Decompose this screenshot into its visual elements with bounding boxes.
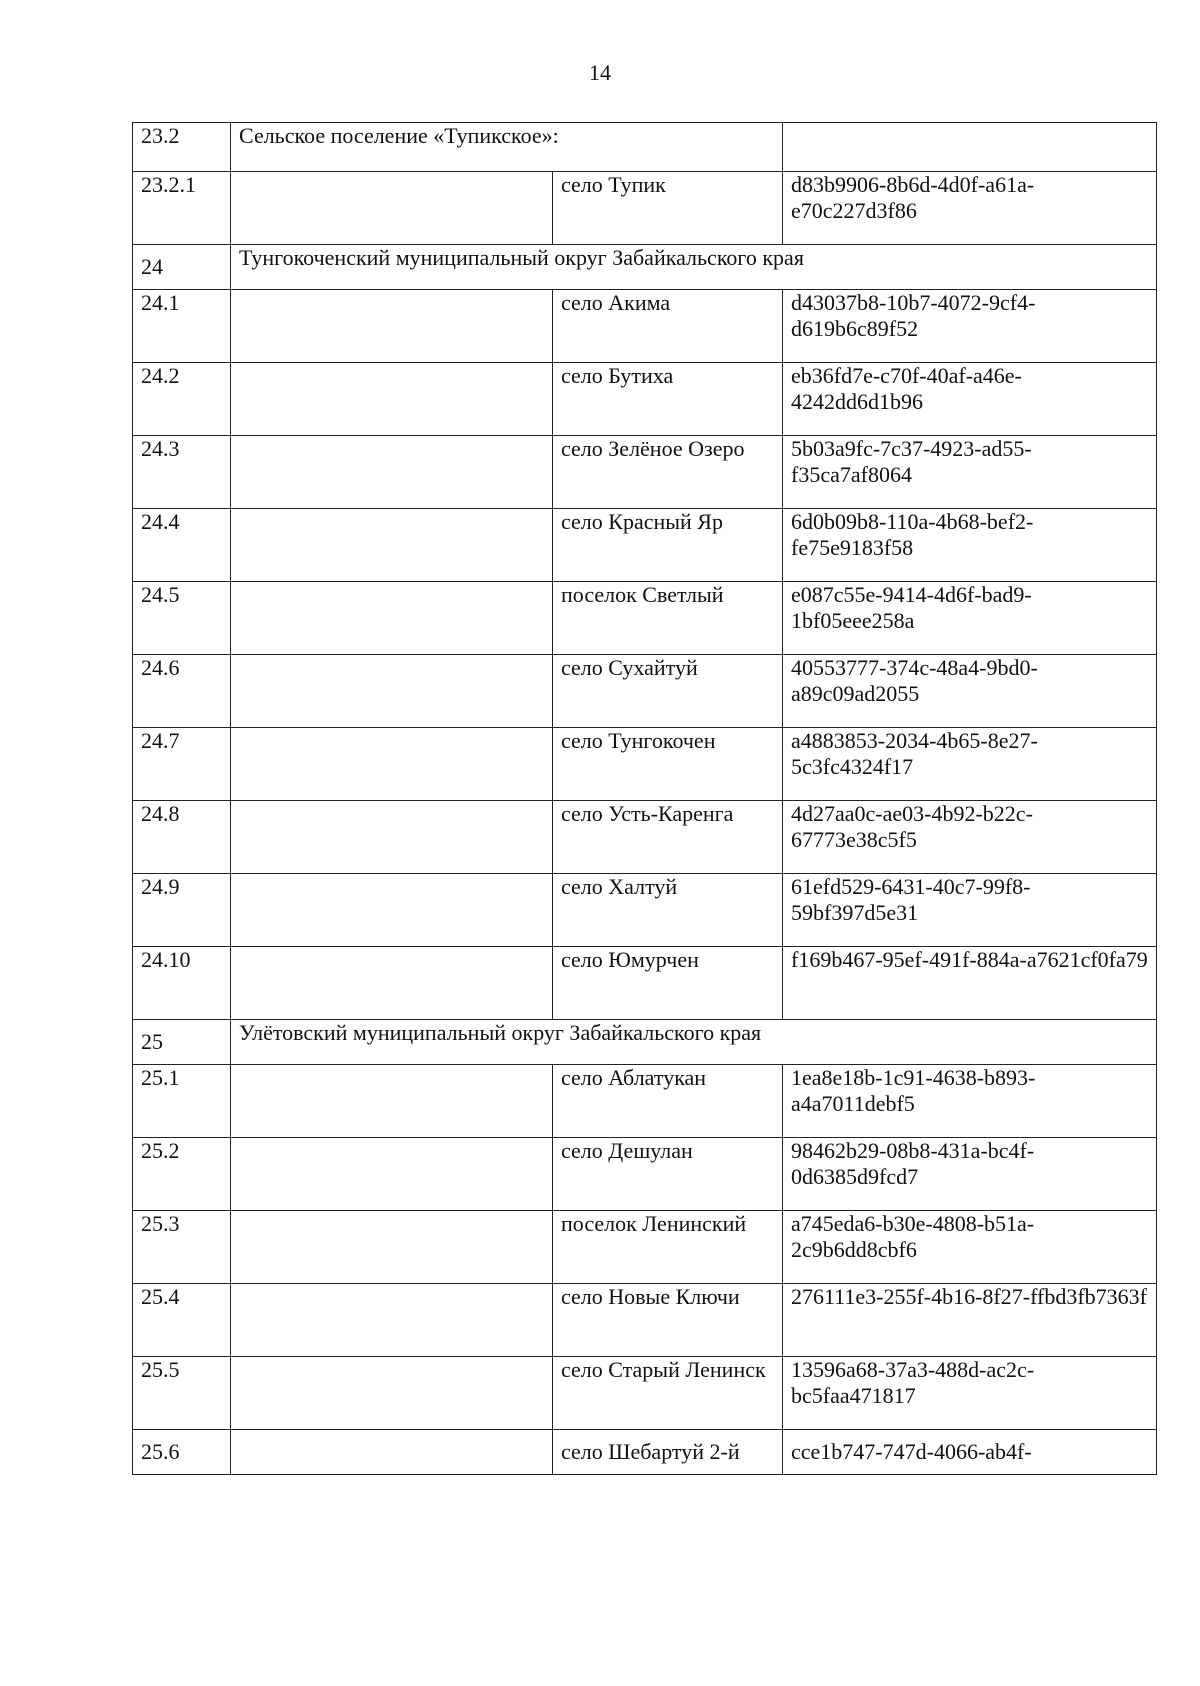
- table-row: [133, 436, 1157, 509]
- section-title: Улётовский муниципальный округ Забайкальского края: [231, 1020, 1157, 1065]
- location-name: село Акима: [553, 290, 783, 363]
- section-row: [133, 1020, 1157, 1065]
- empty-cell: [231, 582, 553, 655]
- guid-cell: 276111e3-255f-4b16-8f27-ffbd3fb7363f: [783, 1284, 1157, 1357]
- location-name: поселок Ленинский: [553, 1211, 783, 1284]
- table-row: [133, 1211, 1157, 1284]
- table-row: [133, 582, 1157, 655]
- table-row: [133, 655, 1157, 728]
- settlement-title: Сельское поселение «Тупикское»:: [231, 123, 783, 172]
- empty-cell: [231, 1284, 553, 1357]
- row-number: 24.5: [133, 582, 231, 655]
- row-number: 24.8: [133, 801, 231, 874]
- location-name: село Красный Яр: [553, 509, 783, 582]
- table-row: [133, 1357, 1157, 1430]
- table-row: [133, 363, 1157, 436]
- guid-cell: a4883853-2034-4b65-8e27-5c3fc4324f17: [783, 728, 1157, 801]
- empty-cell: [231, 1430, 553, 1475]
- guid-cell: 40553777-374c-48a4-9bd0-a89c09ad2055: [783, 655, 1157, 728]
- empty-cell: [231, 1357, 553, 1430]
- row-number: 24.9: [133, 874, 231, 947]
- row-number: 23.2.1: [133, 172, 231, 245]
- location-name: поселок Светлый: [553, 582, 783, 655]
- row-number: 24.3: [133, 436, 231, 509]
- table-row: [133, 1430, 1157, 1475]
- row-number: 25.5: [133, 1357, 231, 1430]
- guid-cell: [783, 123, 1157, 172]
- guid-cell: 61efd529-6431-40c7-99f8-59bf397d5e31: [783, 874, 1157, 947]
- table-row: [133, 947, 1157, 1020]
- row-number: 24.2: [133, 363, 231, 436]
- row-number: 25.4: [133, 1284, 231, 1357]
- location-name: село Зелёное Озеро: [553, 436, 783, 509]
- row-number: 24.7: [133, 728, 231, 801]
- row-number: 24.1: [133, 290, 231, 363]
- guid-cell: d43037b8-10b7-4072-9cf4-d619b6c89f52: [783, 290, 1157, 363]
- row-number: 25.1: [133, 1065, 231, 1138]
- row-number: 24.4: [133, 509, 231, 582]
- row-number: 25.2: [133, 1138, 231, 1211]
- guid-cell: a745eda6-b30e-4808-b51a-2c9b6dd8cbf6: [783, 1211, 1157, 1284]
- section-row: [133, 245, 1157, 290]
- row-number: 23.2: [133, 123, 231, 172]
- table-row: [133, 172, 1157, 245]
- location-name: село Тупик: [553, 172, 783, 245]
- table-row: [133, 123, 1157, 172]
- empty-cell: [231, 874, 553, 947]
- location-name: село Халтуй: [553, 874, 783, 947]
- guid-cell: 4d27aa0c-ae03-4b92-b22c-67773e38c5f5: [783, 801, 1157, 874]
- location-name: село Дешулан: [553, 1138, 783, 1211]
- section-title: Тунгокоченский муниципальный округ Забайкальского края: [231, 245, 1157, 290]
- table-row: [133, 728, 1157, 801]
- row-number: 24.10: [133, 947, 231, 1020]
- empty-cell: [231, 1065, 553, 1138]
- guid-cell: 13596a68-37a3-488d-ac2c-bc5faa471817: [783, 1357, 1157, 1430]
- row-number: 25.6: [133, 1430, 231, 1475]
- table-row: [133, 874, 1157, 947]
- location-name: село Аблатукан: [553, 1065, 783, 1138]
- location-name: село Новые Ключи: [553, 1284, 783, 1357]
- empty-cell: [231, 290, 553, 363]
- empty-cell: [231, 947, 553, 1020]
- empty-cell: [231, 1211, 553, 1284]
- row-number: 25.3: [133, 1211, 231, 1284]
- guid-cell: f169b467-95ef-491f-884a-a7621cf0fa79: [783, 947, 1157, 1020]
- guid-cell: 1ea8e18b-1c91-4638-b893-a4a7011debf5: [783, 1065, 1157, 1138]
- empty-cell: [231, 1138, 553, 1211]
- guid-cell: eb36fd7e-c70f-40af-a46e-4242dd6d1b96: [783, 363, 1157, 436]
- guid-cell: 5b03a9fc-7c37-4923-ad55-f35ca7af8064: [783, 436, 1157, 509]
- guid-cell: cce1b747-747d-4066-ab4f-: [783, 1430, 1157, 1475]
- location-name: село Шебартуй 2-й: [553, 1430, 783, 1475]
- empty-cell: [231, 363, 553, 436]
- guid-cell: 6d0b09b8-110a-4b68-bef2-fe75e9183f58: [783, 509, 1157, 582]
- settlements-table: [132, 122, 1157, 1475]
- empty-cell: [231, 172, 553, 245]
- table-row: [133, 290, 1157, 363]
- section-number: 24: [133, 245, 231, 290]
- location-name: село Тунгокочен: [553, 728, 783, 801]
- location-name: село Старый Ленинск: [553, 1357, 783, 1430]
- section-number: 25: [133, 1020, 231, 1065]
- location-name: село Усть-Каренга: [553, 801, 783, 874]
- location-name: село Сухайтуй: [553, 655, 783, 728]
- empty-cell: [231, 509, 553, 582]
- empty-cell: [231, 801, 553, 874]
- empty-cell: [231, 728, 553, 801]
- page-number: 14: [589, 60, 611, 85]
- table-row: [133, 801, 1157, 874]
- guid-cell: d83b9906-8b6d-4d0f-a61a-e70c227d3f86: [783, 172, 1157, 245]
- table-row: [133, 1138, 1157, 1211]
- table-row: [133, 509, 1157, 582]
- location-name: село Бутиха: [553, 363, 783, 436]
- table-row: [133, 1065, 1157, 1138]
- location-name: село Юмурчен: [553, 947, 783, 1020]
- guid-cell: 98462b29-08b8-431a-bc4f-0d6385d9fcd7: [783, 1138, 1157, 1211]
- empty-cell: [231, 436, 553, 509]
- guid-cell: e087c55e-9414-4d6f-bad9-1bf05eee258a: [783, 582, 1157, 655]
- row-number: 24.6: [133, 655, 231, 728]
- empty-cell: [231, 655, 553, 728]
- table-row: [133, 1284, 1157, 1357]
